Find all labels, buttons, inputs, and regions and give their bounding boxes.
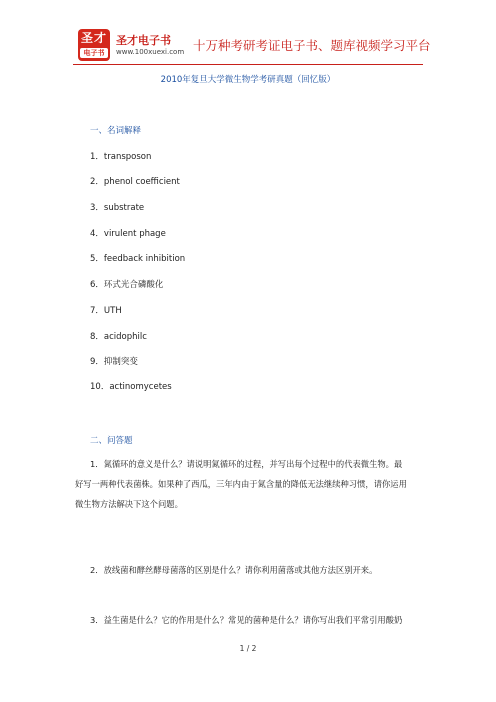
brand-url[interactable]: www.100xuexi.com bbox=[116, 48, 185, 56]
question-line: 3．益生菌是什么？它的作用是什么？常见的菌种是什么？请你写出我们平常引用酸奶 bbox=[90, 615, 403, 625]
term-item: 9．抑制突变 bbox=[90, 357, 138, 367]
term-item: 2．phenol coefficient bbox=[90, 177, 180, 187]
question-line: 1．氮循环的意义是什么？请说明氮循环的过程，并写出每个过程中的代表微生物。最 bbox=[90, 459, 403, 469]
question-line: 好写一两种代表菌株。如果种了西瓜，三年内由于氮含量的降低无法继续种习惯，请你运用 bbox=[75, 479, 407, 489]
question-line: 2．放线菌和酵丝酵母菌落的区别是什么？请你利用菌落或其他方法区别开来。 bbox=[90, 565, 378, 575]
brand-name: 圣才电子书 bbox=[116, 34, 171, 47]
term-item: 8．acidophilc bbox=[90, 332, 147, 342]
question-line: 微生物方法解决下这个问题。 bbox=[75, 499, 183, 509]
section-heading-questions: 二、问答题 bbox=[90, 436, 133, 446]
question-paragraph bbox=[75, 610, 425, 630]
header-slogan: 十万种考研考证电子书、题库视频学习平台 bbox=[193, 38, 431, 53]
term-item: 4．virulent phage bbox=[90, 229, 166, 239]
page-number: 1 / 2 bbox=[239, 644, 257, 653]
page-header bbox=[0, 0, 496, 66]
term-item: 3．substrate bbox=[90, 203, 145, 213]
section-heading-terms: 一、名词解释 bbox=[90, 126, 142, 136]
term-item: 5．feedback inhibition bbox=[90, 254, 186, 264]
brand-logo bbox=[78, 29, 110, 61]
term-item: 7．UTH bbox=[90, 306, 122, 316]
logo-text-main: 圣才 bbox=[80, 31, 107, 45]
term-item: 6．环式光合磷酸化 bbox=[90, 280, 164, 290]
header-divider bbox=[73, 64, 423, 65]
question-paragraph bbox=[75, 560, 425, 580]
term-item: 10．actinomycetes bbox=[90, 382, 172, 392]
logo-text-sub: 电子书 bbox=[80, 48, 108, 58]
question-paragraph bbox=[75, 454, 425, 514]
term-item: 1．transposon bbox=[90, 152, 152, 162]
document-title: 2010年复旦大学微生物学考研真题（回忆版） bbox=[160, 75, 336, 85]
